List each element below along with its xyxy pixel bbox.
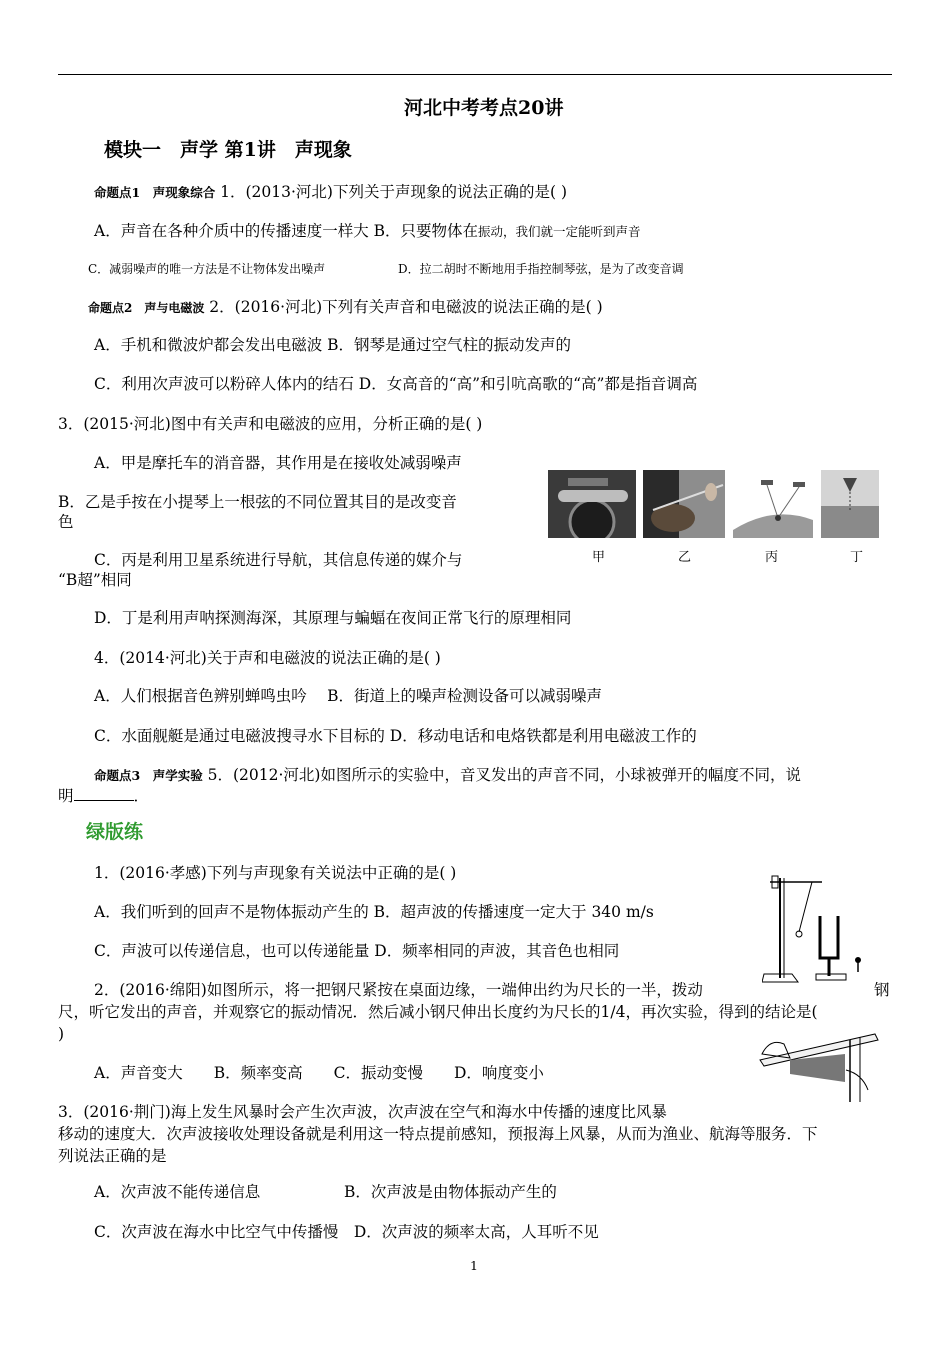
page-number: 1: [470, 1258, 478, 1273]
q1-option-ab: [94, 221, 641, 242]
g3-stem: 3．(2016·荆门)海上发生风暴时会产生次声波，次声波在空气和海水中传播的速度比风暴: [58, 1103, 667, 1121]
figure-jia-motorcycle-muffler: [548, 470, 636, 538]
q2-option-ab: A．手机和微波炉都会发出电磁波 B．钢琴是通过空气柱的振动发声的: [94, 336, 572, 354]
topic-label: 命题点1 声现象综合: [94, 185, 216, 200]
q3-option-a: A．甲是摩托车的消音器，其作用是在接收处减弱噪声: [94, 454, 462, 472]
page-title: 河北中考考点20讲: [404, 97, 564, 119]
g3-option-b: B．次声波是由物体振动产生的: [344, 1183, 557, 1201]
question-2: [88, 297, 603, 318]
caption-yi: 乙: [678, 550, 692, 565]
figure-steel-ruler-on-table: [750, 1030, 880, 1104]
g3-option-a: A．次声波不能传递信息: [94, 1183, 261, 1201]
g2-line2: 尺，听它发出的声音，并观察它的振动情况．然后减小钢尺伸出长度约为尺长的1/4，再次实验，得到的结论是(: [58, 1003, 818, 1021]
q1-option-d: D．拉二胡时不断地用手指控制琴弦，是为了改变音调: [398, 262, 684, 276]
caption-jia: 甲: [592, 550, 606, 565]
g3-option-cd: C．次声波在海水中比空气中传播慢 D．次声波的频率太高，人耳听不见: [94, 1223, 599, 1241]
q3-option-b-line1: B．乙是手按在小提琴上一根弦的不同位置其目的是改变音: [58, 493, 457, 511]
q4-option-ab: A．人们根据音色辨别蝉鸣虫吟 B．街道上的噪声检测设备可以减弱噪声: [94, 687, 603, 705]
section-title-green: 绿版练: [86, 821, 144, 843]
question-4-stem: 4．(2014·河北)关于声和电磁波的说法正确的是( ): [94, 649, 441, 667]
question-text: ．: [133, 787, 150, 805]
question-1: [94, 182, 567, 203]
answer-blank[interactable]: [74, 786, 134, 801]
header-rule: [58, 74, 892, 75]
question-stem: 5．(2012·河北)如图所示的实验中，音叉发出的声音不同，小球被弹开的幅度不同，说: [207, 766, 801, 784]
g3-line3: 列说法正确的是: [58, 1147, 167, 1165]
question-stem: 2．(2016·河北)下列有关声音和电磁波的说法正确的是( ): [209, 298, 603, 316]
module-title: 模块一 声学 第1讲 声现象: [104, 139, 352, 161]
question-3-stem: 3．(2015·河北)图中有关声和电磁波的应用，分析正确的是( ): [58, 415, 483, 433]
caption-ding: 丁: [850, 550, 864, 565]
option-text: A．声音在各种介质中的传播速度一样大 B．只要物体在: [94, 222, 479, 240]
g3-line2: 移动的速度大．次声波接收处理设备就是利用这一特点提前感知，预报海上风暴，从而为渔业、航海等服务．下: [58, 1125, 818, 1143]
figure-tuning-fork-apparatus: [762, 868, 872, 988]
figure-bing-satellite: [733, 470, 813, 538]
option-text-small: 振动，我们就一定能听到声音: [478, 224, 641, 239]
g2-options: A．声音变大 B．频率变高 C．振动变慢 D．响度变小: [94, 1064, 544, 1082]
topic-label: 命题点2 声与电磁波: [88, 301, 205, 315]
question-5: [94, 765, 801, 786]
q3-option-b-line2: 色: [58, 513, 74, 531]
g2-stem-end: 钢: [874, 981, 890, 999]
g2-stem: 2．(2016·绵阳)如图所示，将一把钢尺紧按在桌面边缘，一端伸出约为尺长的一半，拨动: [94, 981, 703, 999]
q2-option-cd: C．利用次声波可以粉碎人体内的结石 D．女高音的“高”和引吭高歌的“高”都是指音调高: [94, 375, 698, 393]
figure-yi-violin: [643, 470, 725, 538]
g2-line3: ): [58, 1025, 65, 1043]
figure-ding-sonar: [821, 470, 879, 538]
g1-option-cd: C．声波可以传递信息，也可以传递能量 D．频率相同的声波，其音色也相同: [94, 942, 620, 960]
caption-bing: 丙: [765, 550, 779, 565]
g1-stem: 1．(2016·孝感)下列与声现象有关说法中正确的是( ): [94, 864, 457, 882]
q3-option-c-line2: “B超”相同: [58, 571, 132, 589]
question-text: 明: [58, 787, 74, 805]
question-stem: 1．(2013·河北)下列关于声现象的说法正确的是( ): [220, 183, 567, 201]
q3-option-d: D．丁是利用声呐探测海深，其原理与蝙蝠在夜间正常飞行的原理相同: [94, 609, 572, 627]
q3-option-c-line1: C．丙是利用卫星系统进行导航，其信息传递的媒介与: [94, 551, 463, 569]
topic-label: 命题点3 声学实验: [94, 768, 203, 783]
g1-option-ab: A．我们听到的回声不是物体振动产生的 B．超声波的传播速度一定大于 340 m/s: [94, 903, 654, 921]
q4-option-cd: C．水面舰艇是通过电磁波搜寻水下目标的 D．移动电话和电烙铁都是利用电磁波工作的: [94, 727, 697, 745]
q1-option-c: C．减弱噪声的唯一方法是不让物体发出噪声: [88, 262, 326, 276]
q5-line2: [58, 786, 149, 806]
